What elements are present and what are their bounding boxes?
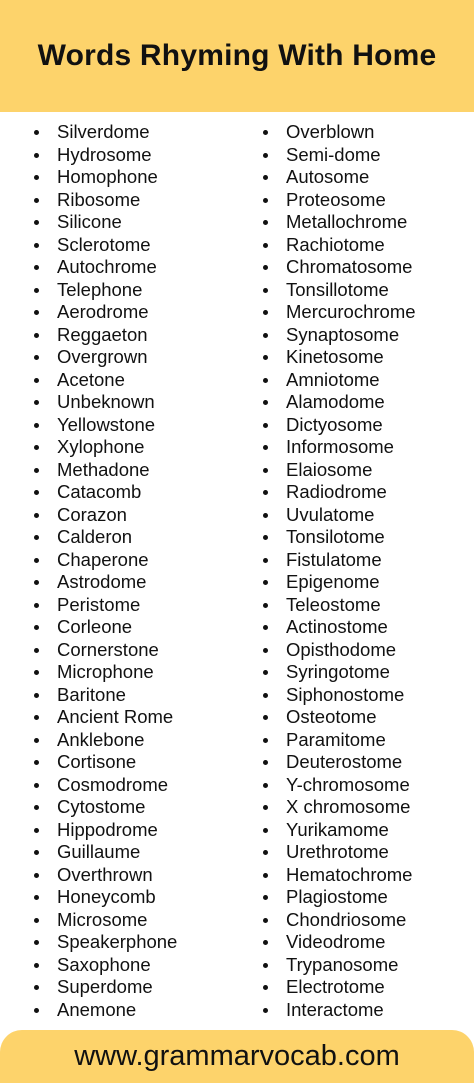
list-item: Y-chromosome [262, 774, 474, 797]
list-item: Proteosome [262, 189, 474, 212]
list-item: Syringotome [262, 661, 474, 684]
title-banner [0, 0, 474, 112]
list-item: Autochrome [33, 256, 243, 279]
list-item: Fistulatome [262, 549, 474, 572]
list-item: Unbeknown [33, 391, 243, 414]
website-url: www.grammarvocab.com [74, 1040, 400, 1072]
list-item: Homophone [33, 166, 243, 189]
list-item: Autosome [262, 166, 474, 189]
list-item: Rachiotome [262, 234, 474, 257]
list-item: Aerodrome [33, 301, 243, 324]
list-item: Informosome [262, 436, 474, 459]
list-item: Corleone [33, 616, 243, 639]
list-item: Elaiosome [262, 459, 474, 482]
list-item: Overthrown [33, 864, 243, 887]
list-item: Hippodrome [33, 819, 243, 842]
list-item: Hematochrome [262, 864, 474, 887]
list-item: Plagiostome [262, 886, 474, 909]
list-item: Mercurochrome [262, 301, 474, 324]
list-item: Trypanosome [262, 954, 474, 977]
list-item: Paramitome [262, 729, 474, 752]
list-item: Honeycomb [33, 886, 243, 909]
list-item: Ancient Rome [33, 706, 243, 729]
list-item: Deuterostome [262, 751, 474, 774]
list-item: Actinostome [262, 616, 474, 639]
list-item: Teleostome [262, 594, 474, 617]
list-item: Cornerstone [33, 639, 243, 662]
list-item: Baritone [33, 684, 243, 707]
list-item: Epigenome [262, 571, 474, 594]
list-item: Telephone [33, 279, 243, 302]
footer-banner [0, 1030, 474, 1083]
list-item: Saxophone [33, 954, 243, 977]
list-item: Ribosome [33, 189, 243, 212]
list-item: Sclerotome [33, 234, 243, 257]
list-item: Silverdome [33, 121, 243, 144]
list-item: Cytostome [33, 796, 243, 819]
list-item: Methadone [33, 459, 243, 482]
list-item: Chromatosome [262, 256, 474, 279]
list-item: Cortisone [33, 751, 243, 774]
list-item: Metallochrome [262, 211, 474, 234]
list-item: Peristome [33, 594, 243, 617]
list-item: Hydrosome [33, 144, 243, 167]
list-item: Chaperone [33, 549, 243, 572]
list-item: X chromosome [262, 796, 474, 819]
list-item: Microphone [33, 661, 243, 684]
list-item: Yurikamome [262, 819, 474, 842]
list-item: Calderon [33, 526, 243, 549]
list-item: Speakerphone [33, 931, 243, 954]
list-item: Electrotome [262, 976, 474, 999]
list-item: Microsome [33, 909, 243, 932]
list-item: Urethrotome [262, 841, 474, 864]
list-item: Catacomb [33, 481, 243, 504]
left-word-list [33, 121, 243, 1021]
list-item: Guillaume [33, 841, 243, 864]
list-item: Silicone [33, 211, 243, 234]
list-item: Chondriosome [262, 909, 474, 932]
list-item: Tonsillotome [262, 279, 474, 302]
list-item: Overblown [262, 121, 474, 144]
list-item: Alamodome [262, 391, 474, 414]
list-item: Interactome [262, 999, 474, 1022]
list-item: Kinetosome [262, 346, 474, 369]
list-item: Astrodome [33, 571, 243, 594]
list-item: Semi-dome [262, 144, 474, 167]
page-title: Words Rhyming With Home [37, 39, 437, 72]
right-word-list [262, 121, 474, 1021]
list-item: Xylophone [33, 436, 243, 459]
list-item: Synaptosome [262, 324, 474, 347]
list-item: Amniotome [262, 369, 474, 392]
list-item: Superdome [33, 976, 243, 999]
list-item: Uvulatome [262, 504, 474, 527]
list-item: Cosmodrome [33, 774, 243, 797]
list-item: Yellowstone [33, 414, 243, 437]
list-item: Corazon [33, 504, 243, 527]
list-item: Acetone [33, 369, 243, 392]
list-item: Siphonostome [262, 684, 474, 707]
list-item: Videodrome [262, 931, 474, 954]
list-item: Tonsilotome [262, 526, 474, 549]
list-item: Overgrown [33, 346, 243, 369]
list-item: Reggaeton [33, 324, 243, 347]
list-item: Anklebone [33, 729, 243, 752]
list-item: Osteotome [262, 706, 474, 729]
list-item: Anemone [33, 999, 243, 1022]
list-item: Opisthodome [262, 639, 474, 662]
list-item: Radiodrome [262, 481, 474, 504]
list-item: Dictyosome [262, 414, 474, 437]
